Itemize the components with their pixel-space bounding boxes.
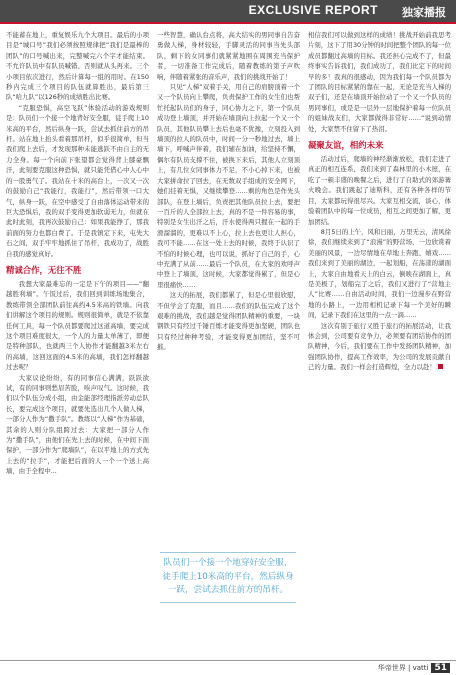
header-title-cn: 独家播报 (402, 6, 446, 19)
paragraph: 一些智慧，确认台点将，高大结实的男同事自告奋勇做人梯，身材较轻，手脚灵活的同事当先头部队，剩下的女同事们就紧紧地围在周围充当保护者，一切准备工作完成后，随着教练的第子声吹响，伴随着紧张的音乐声，我们的挑战开始了！ (157, 31, 300, 81)
page-number: 51 (431, 663, 450, 673)
paragraph: 活动过后，爬墙的神经渐渐放松，我们走进了真正的相互连系，我们来到了森林里的小木屋，在吃了一顿丰盛的晚餐之后，进行了自助式的郊游篝火晚会。我们跳起了迪斯科，还有各种各样的节目，大家都玩得很尽兴。大家互相交流，谈心，体验着团队中的每一位成员，相互之间更加了解，更加团结。 (308, 155, 451, 226)
paragraph: 大家议论纷纷，有的同事信心满满，跃跃欲试，有的同事则愁眉苦脸，唉声叹气。这时候，我们以个队伍分成小组，由金能部经理指派劳动总队长，要完成这个项目，就要先选出几个人做人梯，一部分人作为“撒手队”。教练以“人梯”作为基础，其余的人则分队组跨过去：大家把一部分人作为“撒手队”，由他们在先上去的时候，在中间下面保护，一部分作为“爬墙队”，在以平地上的方式先上去的“拉手”，才能把后面的人一个一个送上高墙，由于全程中... (6, 373, 149, 476)
pull-quote: 队员们一个接一个地穿好安全服，徒手爬上10米高的平台，然后纵身一跃，尝试去抓住前方的吊杆。 (160, 552, 296, 603)
paragraph: 这天的拓展，我们都累了，但是心里很欣慰，不但学会了克服，而且……我们的队伍完成了这个艰难的挑战，我们越是觉得团队精神的重要，一块钢铁只有经过千锤百炼才能变得更加坚硬，团队也只有经过种种考验，才能变得更加团结，坚不可摧。 (157, 291, 300, 352)
header-title-en: EXCLUSIVE REPORT (248, 3, 378, 17)
column-2 (157, 30, 300, 550)
paragraph: 不能蓄在地上，重复娱乐九个大项目。最后的小项目是“城口号”我们必须按照规律把“我们是最棒的团队”的口号喊出来，完整喊完六个字才能结束。不允许队员中有队员喊错、否则就从头再来。三个小项目依次进行，然后计算每一组的用时。在150秒内完成三个项目的队伍就算胜出，最后第三队“哈九队”以126秒的成绩胜出比赛。 (6, 31, 149, 102)
header-rule (0, 22, 456, 24)
section-heading: 凝聚友谊，相约未来 (308, 140, 384, 151)
end-mark-icon (438, 364, 443, 369)
footer-rule (0, 660, 456, 661)
paragraph: 相信我们可以做到这样的成绩！挑战开始前我思考片刻，这下了用30分钟的时间把整个团队的每一位成员都翻过高墙的目标。我还担心完成不了，但最终事实告诉我们，我们成功了，我们比定下的时间早的多！我真的很感动，因为我们每一个队员都为了团队的目标紧紧的靠在一起，无论是充当人梯的双子们，还是在墙顶开始拉动了一个又一个队员的男同事们，或是是一层外一层地保护着每一位队员的姐妹战友们，大家都做得非常好……“说到动情处，大家禁不住留下了热泪。 (308, 31, 451, 133)
paragraph: 我想大家最难忘的一定是下午的项目——“翻越胜利墙”。午饭过后，我们回到训练场地集合，教练带领全部团队前往高约4.5米高的铁墙。向我们讲解这个项目的规则。规则很简单，就是不依靠任何工具，每一个队员都要爬过这道高墙，要完成这个项目难度很大，一个人的力量太单薄了，即便是特种部队，也就两三个人协作才能翻越3米左右的高墙，这回这面的4.5米的高墙，我们怎样翻越过去呢？ (6, 279, 149, 372)
page-header (0, 0, 456, 22)
paragraph-text: 这次有别于旅行又胜于旅行的拓展活动，让我体会到，公司要有竞争力，必须要有团结协作的团队精神，今后，我们要在工作中发扬团队精神，加强团队协作，提高工作效率，为公司的发展贡献自己的力量。我们一样会打造辉煌，全力以赴！ (308, 321, 451, 372)
page-footer (378, 663, 450, 673)
paragraph: 8月5日的上午，风和日丽，万里无云，清风徐徐，我们继续来到了“浪漫”的野营场，一边欣赏着美丽的风景，一边尽情地在草地上奔跑、嬉戏……我们来到了美丽的湖边，一起划船，在荡漾的湖面上，大家自由地看天上的白云，倒映在湖面上，真是美极了，划船完了之后，我们又进行了“营地主人”比赛……自由活动时间，我们一边漫步在野营地的小路上，一边用相机记录下每一个美好的瞬间，记录下我们在这里的一点一滴…… (308, 227, 451, 320)
column-3 (308, 30, 451, 655)
paragraph (308, 321, 451, 373)
column-1 (6, 30, 149, 477)
footer-label: 华帝世界 | vatti (377, 664, 429, 672)
paragraph: “克服恐惧，高空飞跃”体验活动的游戏规则是：队员们一个接一个地背好安全服，徒手爬上10米高的平台，然后纵身一跃，尝试去抓住前方的吊杆。站在地上抬头看着那吊杆，似乎很简单，但当我们爬上去后，才发现那种未能逃跃不由自主的无力全身。每一个向前下张望都会觉得背上膝豪飘汗，此刻要克服这种恐惧，就只能凭借心中人心中的一股勇气了。我站在十米的高台上，一次又一次的鼓励自己“我能行，我能行”，然后带领一口大气，纵身一跃，在空中感受了自由落体运动带来的巨大恐惧后，我的双手变得更加软弱无力，但就在此时此刻，我再次鼓励自己：如果我能挣了，那我前面的努力也都白费了。于是我镇定下来，屯先大石之间，双手牢牢地抓住了吊杆，我成功了，战胜自我的感觉真好。 (6, 103, 149, 258)
paragraph: 只见“人梯”双着手关，用自己的肩膀顶着一个又一个队员向上攀爬，负责保护工作的女生们也帮忙托起队员们的身子，同心协力之下，第一个队员成功登上墙顶，并开始在墙顶向上拉起一个又一个队员，其他队员攀上去后也毫不犹豫，立刻投入到墙顶的拉人的队员中，时间一分一秒地过去，墙上墙下，呼喊声伴着，我们辅在加油，给坚持不懈，偶尔有队员支撑不住，被换下来后，其他人立刻顶上，有几位女同事体力不足，不小心掉下来，也被大家拼命拉了回去，在无数双手组成的安全网下，她们挂着无惧，又继续攀登……剩的角色是作先头部队，在登上墙后，负责把其他队员拉上去，要把一百斤的人全部拉上去，真的不是一件容易的事，特别是女生出汗之后，汗水使得两只握在一起的手滑溜溜的，更难以不上心，拉上去也更让人担心，我可不能……在这一处上去的时候，我终于认识了不怕的时候心理，也可以说，抓好了自己的手，心中充满了从前……最后一个队员，在大家的欢呼声中登上了墙顶，这时候，大家都觉得累了，但是心里很痛快…… (157, 83, 300, 289)
section-heading: 精诚合作，无往不胜 (6, 264, 82, 275)
